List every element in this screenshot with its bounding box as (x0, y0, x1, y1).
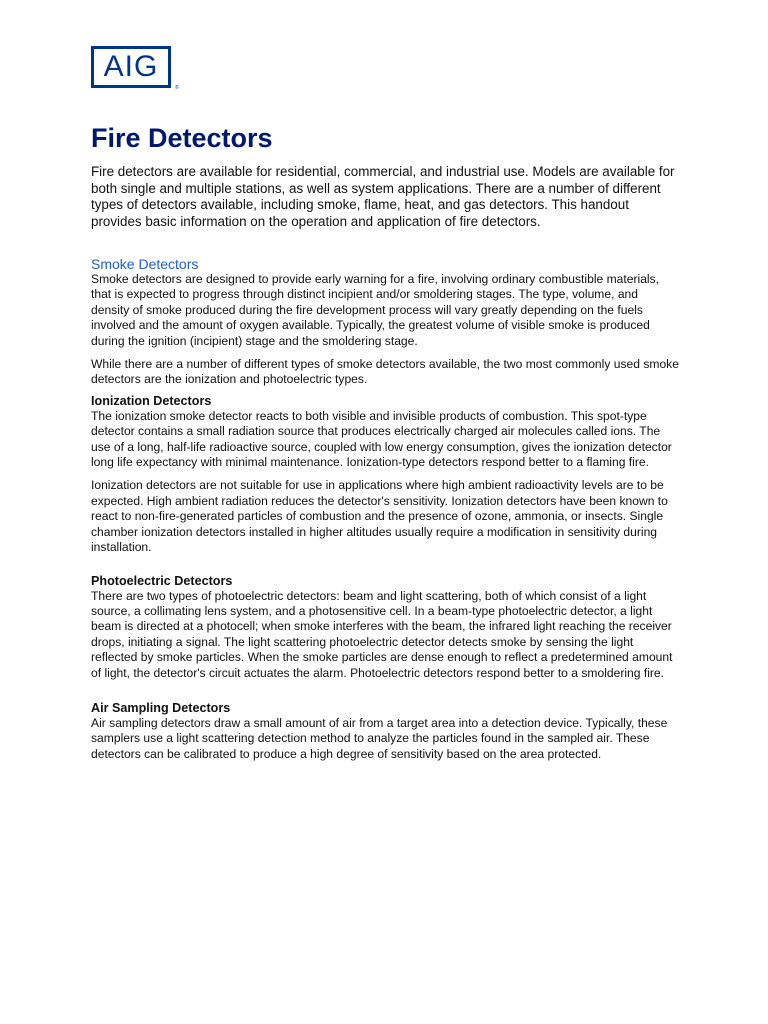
ionization-paragraph-2: Ionization detectors are not suitable for use in applications where high ambient radioactivity levels are to be expected. High ambient radiation reduces the detector's sensitivity. Ionization detectors have been known to react to non-fire-generated particles of combustion and the presence of ozone, ammonia, or insects. Single chamber ionization detectors installed in higher altitudes usually require a modification in sensitivity during installation. (91, 478, 668, 555)
smoke-detectors-heading: Smoke Detectors (91, 256, 199, 272)
air-sampling-detectors-heading: Air Sampling Detectors (91, 700, 231, 715)
registered-mark: ® (175, 85, 179, 91)
document-content (91, 120, 679, 762)
air-sampling-paragraph-1: Air sampling detectors draw a small amount of air from a target area into a detection device. Typically, these samplers use a light scattering detection method to analyze the particles found in the sampled air. These detectors can be calibrated to produce a high degree of sensitivity based on the area protected. (91, 715, 668, 761)
intro-paragraph: Fire detectors are available for residential, commercial, and industrial use. Models are available for both single and multiple stations, as well as system applications. There are a number of different types of detectors available, including smoke, flame, heat, and gas detectors. This handout provides basic information on the operation and application of fire detectors. (91, 164, 675, 229)
ionization-paragraph-1: The ionization smoke detector reacts to both visible and invisible products of combustion. This spot-type detector contains a small radiation source that produces electrically charged air molecules called ions. The use of a long, half-life radioactive source, coupled with low energy consumption, gives the ionization detector long life expectancy with minimal maintenance. Ionization-type detectors respond better to a flaming fire. (91, 408, 672, 470)
logo-text: AIG (103, 50, 159, 83)
page-title: Fire Detectors (91, 123, 273, 153)
photoelectric-paragraph-1: There are two types of photoelectric detectors: beam and light scattering, both of which consist of a light source, a collimating lens system, and a photosensitive cell. In a beam-type photoelectric detector, a light beam is directed at a photocell; when smoke interferes with the beam, the infrared light reaching the receiver drops, initiating a signal. The light scattering photoelectric detector detects smoke by sensing the light reflected by smoke particles. When the smoke particles are dense enough to reflect a predetermined amount of light, the detector's circuit actuates the alarm. Photoelectric detectors respond better to a smoldering fire. (91, 588, 673, 680)
photoelectric-detectors-heading: Photoelectric Detectors (91, 573, 233, 588)
aig-logo (91, 46, 171, 88)
smoke-paragraph-1: Smoke detectors are designed to provide early warning for a fire, involving ordinary combustible materials, that is expected to progress through distinct incipient and/or smoldering stages. The type, volume, and density of smoke produced during the fire development process will vary greatly depending on the fuels involved and the amount of oxygen available. Typically, the greatest volume of visible smoke is produced during the ignition (incipient) stage and the smoldering stage. (91, 272, 660, 348)
smoke-paragraph-2: While there are a number of different types of smoke detectors available, the two most commonly used smoke detectors are the ionization and photoelectric types. (91, 357, 679, 387)
ionization-detectors-heading: Ionization Detectors (91, 393, 212, 408)
